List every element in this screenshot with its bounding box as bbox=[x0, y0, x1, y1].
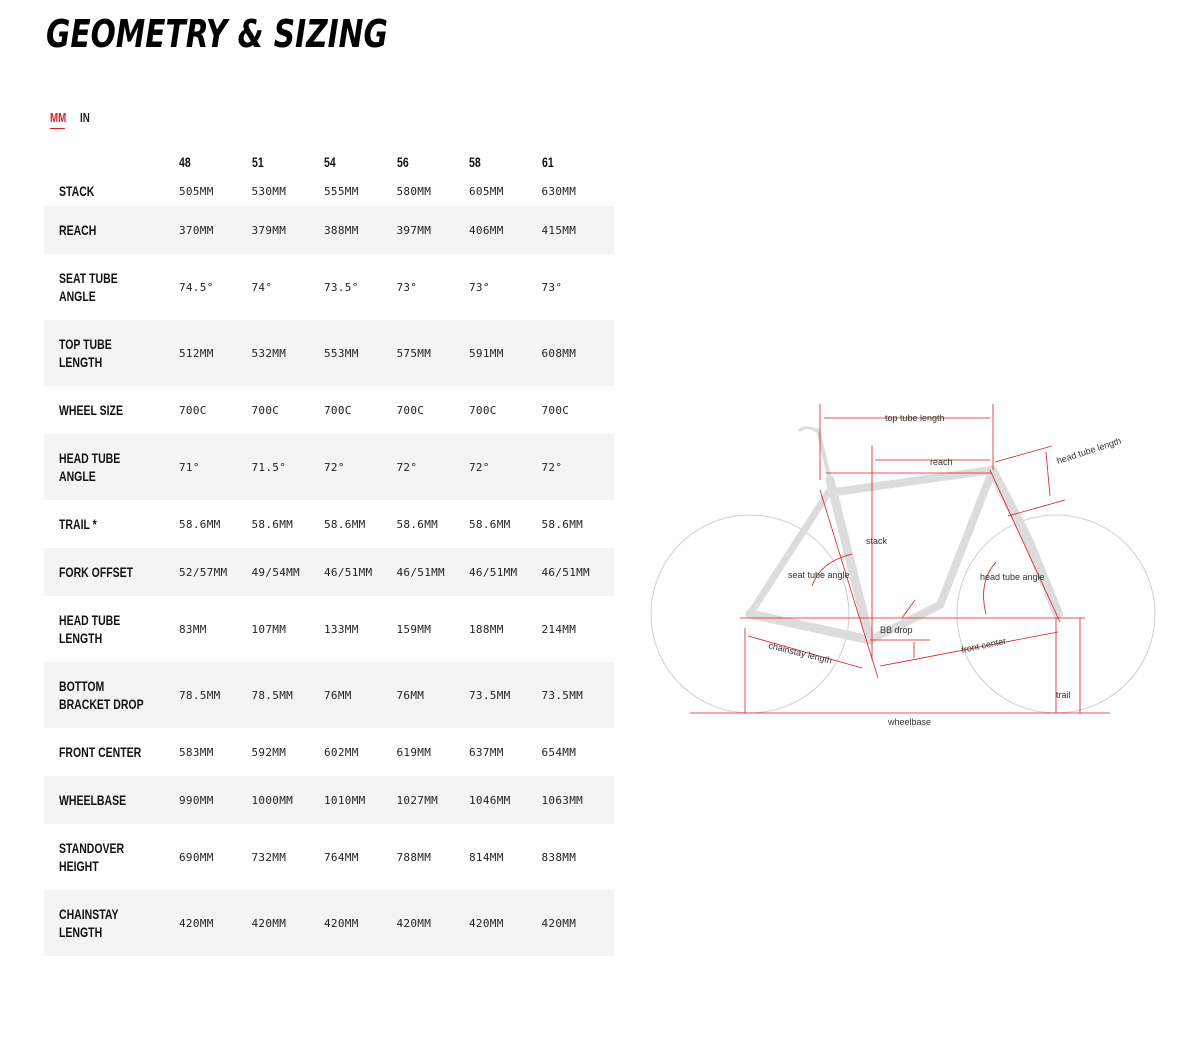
table-cell: 530MM bbox=[251, 184, 287, 198]
table-cell: 188MM bbox=[469, 622, 504, 636]
table-cell: 133MM bbox=[324, 622, 359, 636]
table-cell: 46/51MM bbox=[541, 565, 590, 579]
table-cell: 58.6MM bbox=[251, 517, 294, 531]
table-cell: 814MM bbox=[469, 850, 504, 864]
table-cell: 72° bbox=[469, 460, 490, 474]
size-header: 54 bbox=[324, 154, 336, 170]
label-top-tube-length: top tube length bbox=[885, 413, 945, 423]
table-cell: 72° bbox=[396, 460, 418, 474]
size-header: 48 bbox=[179, 154, 191, 170]
table-row bbox=[44, 206, 614, 254]
table-cell: 700C bbox=[469, 403, 497, 417]
table-cell: 379MM bbox=[251, 223, 287, 237]
table-cell: 637MM bbox=[469, 745, 504, 759]
table-cell: 71.5° bbox=[251, 460, 287, 474]
table-cell: 1000MM bbox=[251, 793, 294, 807]
table-row bbox=[44, 662, 614, 728]
size-header: 56 bbox=[396, 154, 409, 170]
table-cell: 700C bbox=[541, 403, 570, 417]
table-row bbox=[44, 596, 614, 662]
row-label: HEAD TUBE ANGLE bbox=[59, 450, 121, 484]
table-cell: 159MM bbox=[396, 622, 432, 636]
table-cell: 700C bbox=[179, 403, 207, 417]
table-cell: 76MM bbox=[396, 688, 425, 702]
row-label: TRAIL * bbox=[59, 516, 97, 532]
table-row bbox=[44, 434, 614, 500]
label-head-tube-length: head tube length bbox=[1055, 435, 1123, 466]
table-cell: 591MM bbox=[469, 346, 504, 360]
table-cell: 1063MM bbox=[541, 793, 584, 807]
table-cell: 553MM bbox=[324, 346, 359, 360]
table-row bbox=[44, 890, 614, 956]
row-label: STACK bbox=[59, 183, 95, 199]
table-cell: 73° bbox=[469, 280, 490, 294]
row-label: REACH bbox=[59, 222, 97, 238]
table-cell: 990MM bbox=[179, 793, 214, 807]
label-reach: reach bbox=[930, 457, 953, 467]
table-cell: 370MM bbox=[179, 223, 214, 237]
table-cell: 415MM bbox=[541, 223, 577, 237]
table-cell: 1027MM bbox=[396, 793, 439, 807]
row-label: FORK OFFSET bbox=[59, 564, 134, 580]
table-cell: 420MM bbox=[324, 916, 359, 930]
table-cell: 583MM bbox=[179, 745, 214, 759]
table-cell: 732MM bbox=[251, 850, 287, 864]
header-spacer bbox=[44, 148, 179, 176]
bike-frame bbox=[750, 428, 1058, 640]
table-cell: 580MM bbox=[396, 184, 432, 198]
table-cell: 214MM bbox=[541, 622, 577, 636]
table-cell: 73.5MM bbox=[469, 688, 511, 702]
table-row bbox=[44, 776, 614, 824]
table-row bbox=[44, 176, 614, 206]
table-cell: 608MM bbox=[541, 346, 577, 360]
table-cell: 83MM bbox=[179, 622, 207, 636]
label-trail: trail bbox=[1056, 690, 1071, 700]
row-label: BOTTOM BRACKET DROP bbox=[59, 678, 144, 712]
row-label: WHEEL SIZE bbox=[59, 402, 123, 418]
table-cell: 764MM bbox=[324, 850, 359, 864]
table-cell: 420MM bbox=[469, 916, 504, 930]
table-row bbox=[44, 320, 614, 386]
table-cell: 619MM bbox=[396, 745, 432, 759]
bike-geometry-diagram bbox=[640, 400, 1180, 740]
geometry-table bbox=[44, 148, 614, 956]
table-cell: 78.5MM bbox=[179, 688, 221, 702]
table-row bbox=[44, 254, 614, 320]
row-label: STANDOVER HEIGHT bbox=[59, 840, 125, 874]
table-cell: 838MM bbox=[541, 850, 577, 864]
size-header: 58 bbox=[469, 154, 481, 170]
unit-tab-in[interactable]: IN bbox=[80, 110, 90, 125]
table-cell: 420MM bbox=[541, 916, 577, 930]
table-cell: 107MM bbox=[251, 622, 287, 636]
table-cell: 78.5MM bbox=[251, 688, 294, 702]
table-cell: 1046MM bbox=[469, 793, 511, 807]
table-cell: 700C bbox=[396, 403, 425, 417]
label-front-center: front center bbox=[960, 635, 1007, 655]
table-cell: 406MM bbox=[469, 223, 504, 237]
table-cell: 73.5MM bbox=[541, 688, 584, 702]
label-wheelbase: wheelbase bbox=[888, 717, 932, 727]
table-cell: 788MM bbox=[396, 850, 432, 864]
label-head-tube-angle: head tube angle bbox=[980, 572, 1045, 582]
label-bb-drop: BB drop bbox=[880, 625, 913, 635]
size-header-row bbox=[44, 148, 614, 176]
row-label: HEAD TUBE LENGTH bbox=[59, 612, 121, 646]
table-cell: 46/51MM bbox=[396, 565, 445, 579]
table-cell: 690MM bbox=[179, 850, 214, 864]
table-cell: 46/51MM bbox=[469, 565, 518, 579]
table-cell: 505MM bbox=[179, 184, 214, 198]
table-cell: 58.6MM bbox=[541, 517, 584, 531]
table-row bbox=[44, 386, 614, 434]
table-cell: 555MM bbox=[324, 184, 359, 198]
table-cell: 700C bbox=[251, 403, 280, 417]
table-row bbox=[44, 824, 614, 890]
label-seat-tube-angle: seat tube angle bbox=[788, 570, 850, 580]
table-cell: 58.6MM bbox=[469, 517, 511, 531]
table-cell: 49/54MM bbox=[251, 565, 300, 579]
table-cell: 700C bbox=[324, 403, 352, 417]
table-row bbox=[44, 728, 614, 776]
table-cell: 76MM bbox=[324, 688, 352, 702]
table-cell: 73.5° bbox=[324, 280, 359, 294]
table-cell: 1010MM bbox=[324, 793, 366, 807]
table-cell: 512MM bbox=[179, 346, 214, 360]
table-cell: 71° bbox=[179, 460, 200, 474]
table-cell: 602MM bbox=[324, 745, 359, 759]
table-cell: 605MM bbox=[469, 184, 504, 198]
size-header: 61 bbox=[541, 154, 554, 170]
table-cell: 58.6MM bbox=[179, 517, 221, 531]
row-label: SEAT TUBE ANGLE bbox=[59, 270, 118, 304]
table-cell: 592MM bbox=[251, 745, 287, 759]
row-label: FRONT CENTER bbox=[59, 744, 142, 760]
unit-tab-mm[interactable]: MM bbox=[50, 110, 65, 129]
label-chainstay-length: chainstay length bbox=[767, 640, 834, 666]
size-header: 51 bbox=[251, 154, 264, 170]
table-cell: 420MM bbox=[179, 916, 214, 930]
table-cell: 58.6MM bbox=[324, 517, 366, 531]
table-cell: 73° bbox=[541, 280, 563, 294]
page-title: GEOMETRY & SIZING bbox=[46, 12, 388, 56]
label-stack: stack bbox=[866, 536, 888, 546]
table-cell: 52/57MM bbox=[179, 565, 228, 579]
row-label: TOP TUBE LENGTH bbox=[59, 336, 112, 370]
table-cell: 654MM bbox=[541, 745, 577, 759]
table-cell: 58.6MM bbox=[396, 517, 439, 531]
table-cell: 72° bbox=[324, 460, 345, 474]
row-label: CHAINSTAY LENGTH bbox=[59, 906, 119, 940]
table-cell: 630MM bbox=[541, 184, 577, 198]
table-cell: 46/51MM bbox=[324, 565, 373, 579]
table-cell: 72° bbox=[541, 460, 563, 474]
table-cell: 532MM bbox=[251, 346, 287, 360]
unit-toggle bbox=[50, 110, 100, 129]
table-cell: 73° bbox=[396, 280, 418, 294]
table-cell: 420MM bbox=[251, 916, 287, 930]
table-cell: 74.5° bbox=[179, 280, 214, 294]
table-cell: 388MM bbox=[324, 223, 359, 237]
dimension-lines bbox=[690, 404, 1110, 713]
table-cell: 575MM bbox=[396, 346, 432, 360]
table-cell: 397MM bbox=[396, 223, 432, 237]
table-cell: 74° bbox=[251, 280, 273, 294]
table-row bbox=[44, 548, 614, 596]
table-cell: 420MM bbox=[396, 916, 432, 930]
row-label: WHEELBASE bbox=[59, 792, 127, 808]
table-row bbox=[44, 500, 614, 548]
